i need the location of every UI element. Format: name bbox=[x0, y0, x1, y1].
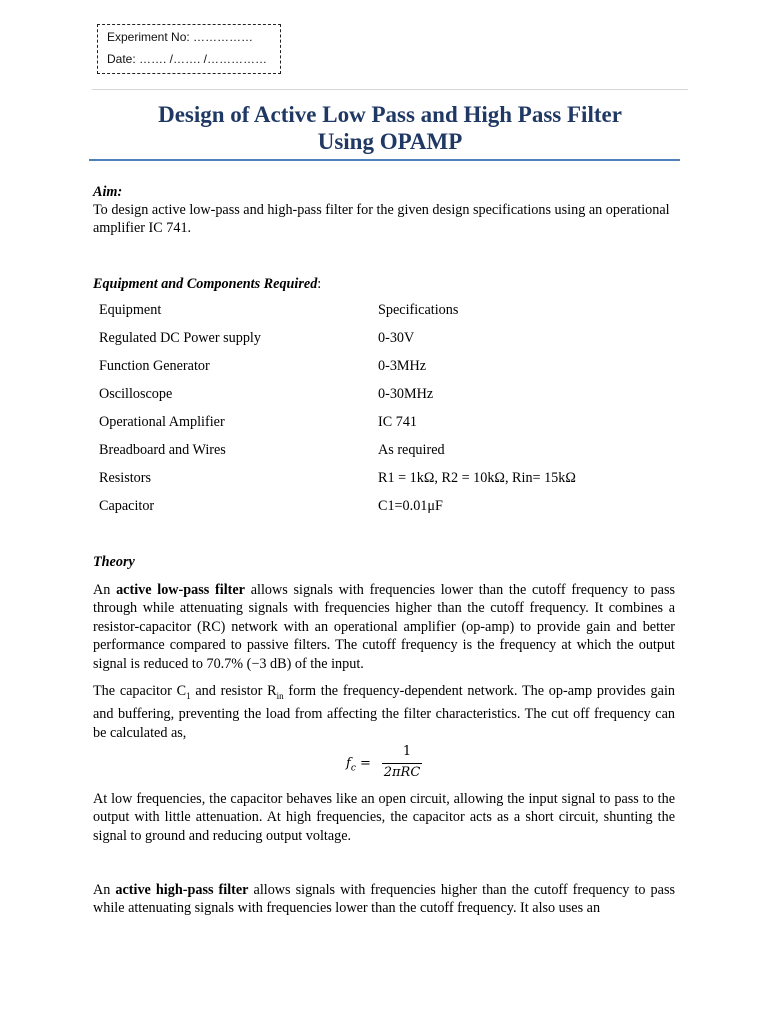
experiment-info-box bbox=[97, 24, 281, 74]
aim-heading: Aim: bbox=[93, 184, 123, 200]
equipment-spec: C1=0.01μF bbox=[378, 498, 443, 514]
aim-text: To design active low-pass and high-pass filter for the given design specifications using an operational amplifier IC 741. bbox=[93, 202, 670, 237]
equipment-spec: 0-30V bbox=[378, 330, 415, 346]
equipment-name: Breadboard and Wires bbox=[99, 442, 226, 458]
formula-lhs bbox=[346, 756, 371, 774]
text-run: The capacitor C bbox=[93, 683, 187, 699]
equipment-spec: IC 741 bbox=[378, 414, 418, 430]
theory-paragraph-behavior: At low frequencies, the capacitor behaves like an open circuit, allowing the input signal to pass to the output with little attenuation. At high frequencies, the capacitor acts as a short circuit, shunting the signal to ground and reducing output voltage. bbox=[93, 791, 675, 844]
page-title bbox=[92, 101, 688, 155]
formula-equals: = bbox=[355, 756, 371, 771]
equipment-heading-text: Equipment and Components Required bbox=[93, 276, 318, 292]
text-run: and resistor R bbox=[190, 683, 277, 699]
term-active-high-pass-filter: active high-pass filter bbox=[115, 882, 249, 898]
equipment-spec: 0-30MHz bbox=[378, 386, 434, 402]
theory-paragraph-low-pass bbox=[93, 581, 675, 673]
term-active-low-pass-filter: active low-pass filter bbox=[116, 582, 245, 598]
equipment-name: Resistors bbox=[99, 470, 152, 486]
title-line-1: Design of Active Low Pass and High Pass Filter bbox=[158, 102, 622, 127]
text-run: An bbox=[93, 582, 117, 598]
formula-subscript: c bbox=[350, 763, 356, 774]
cutoff-frequency-formula bbox=[346, 744, 436, 784]
equipment-name: Function Generator bbox=[99, 358, 210, 374]
subscript: 1 bbox=[186, 690, 191, 701]
text-run: allows signals with frequencies lower than the cutoff frequency to pass through while attenuating signals with frequencies higher than the cutoff frequency. It combines a resistor-capacitor (RC) network with an operational amplifier (op-amp) to provide gain and better performance compared to passive filters. The cutoff frequency is the frequency at which the output signal is reduced to 70.7% (−3 dB) of the input. bbox=[93, 582, 675, 672]
experiment-date: Date: ……. /……. /…………… bbox=[107, 52, 268, 66]
equipment-name: Operational Amplifier bbox=[99, 414, 225, 430]
formula-symbol: f bbox=[346, 756, 351, 771]
equipment-name: Oscilloscope bbox=[99, 386, 173, 402]
theory-heading: Theory bbox=[93, 554, 135, 570]
equipment-spec: As required bbox=[378, 442, 445, 458]
title-line-2: Using OPAMP bbox=[317, 129, 463, 154]
text-run: allows signals with frequencies higher than the cutoff frequency to pass while attenuating signals with frequencies lower than the cutoff frequency. It also uses an bbox=[93, 882, 675, 917]
theory-paragraph-high-pass bbox=[93, 881, 675, 918]
title-underline bbox=[89, 159, 680, 161]
text-run: form the frequency-dependent network. The op-amp provides gain and buffering, preventing the load from affecting the filter characteristics. The cut off frequency can be calculated as, bbox=[93, 683, 675, 741]
equipment-name: Capacitor bbox=[99, 498, 155, 514]
experiment-number: Experiment No: …………… bbox=[107, 30, 254, 44]
formula-numerator: 1 bbox=[402, 744, 412, 759]
equipment-heading-colon: : bbox=[317, 276, 322, 292]
fraction-bar bbox=[382, 763, 422, 764]
equipment-name: Regulated DC Power supply bbox=[99, 330, 261, 346]
subscript: in bbox=[276, 690, 284, 701]
text-run: An bbox=[93, 882, 116, 898]
formula-denominator: 2πRC bbox=[383, 765, 421, 780]
equipment-spec: R1 = 1kΩ, R2 = 10kΩ, Rin= 15kΩ bbox=[378, 470, 576, 486]
column-header-specifications: Specifications bbox=[378, 302, 459, 318]
header-divider bbox=[92, 89, 688, 90]
theory-paragraph-network bbox=[93, 682, 675, 742]
column-header-equipment: Equipment bbox=[99, 302, 162, 318]
equipment-spec: 0-3MHz bbox=[378, 358, 427, 374]
equipment-heading bbox=[93, 275, 675, 293]
